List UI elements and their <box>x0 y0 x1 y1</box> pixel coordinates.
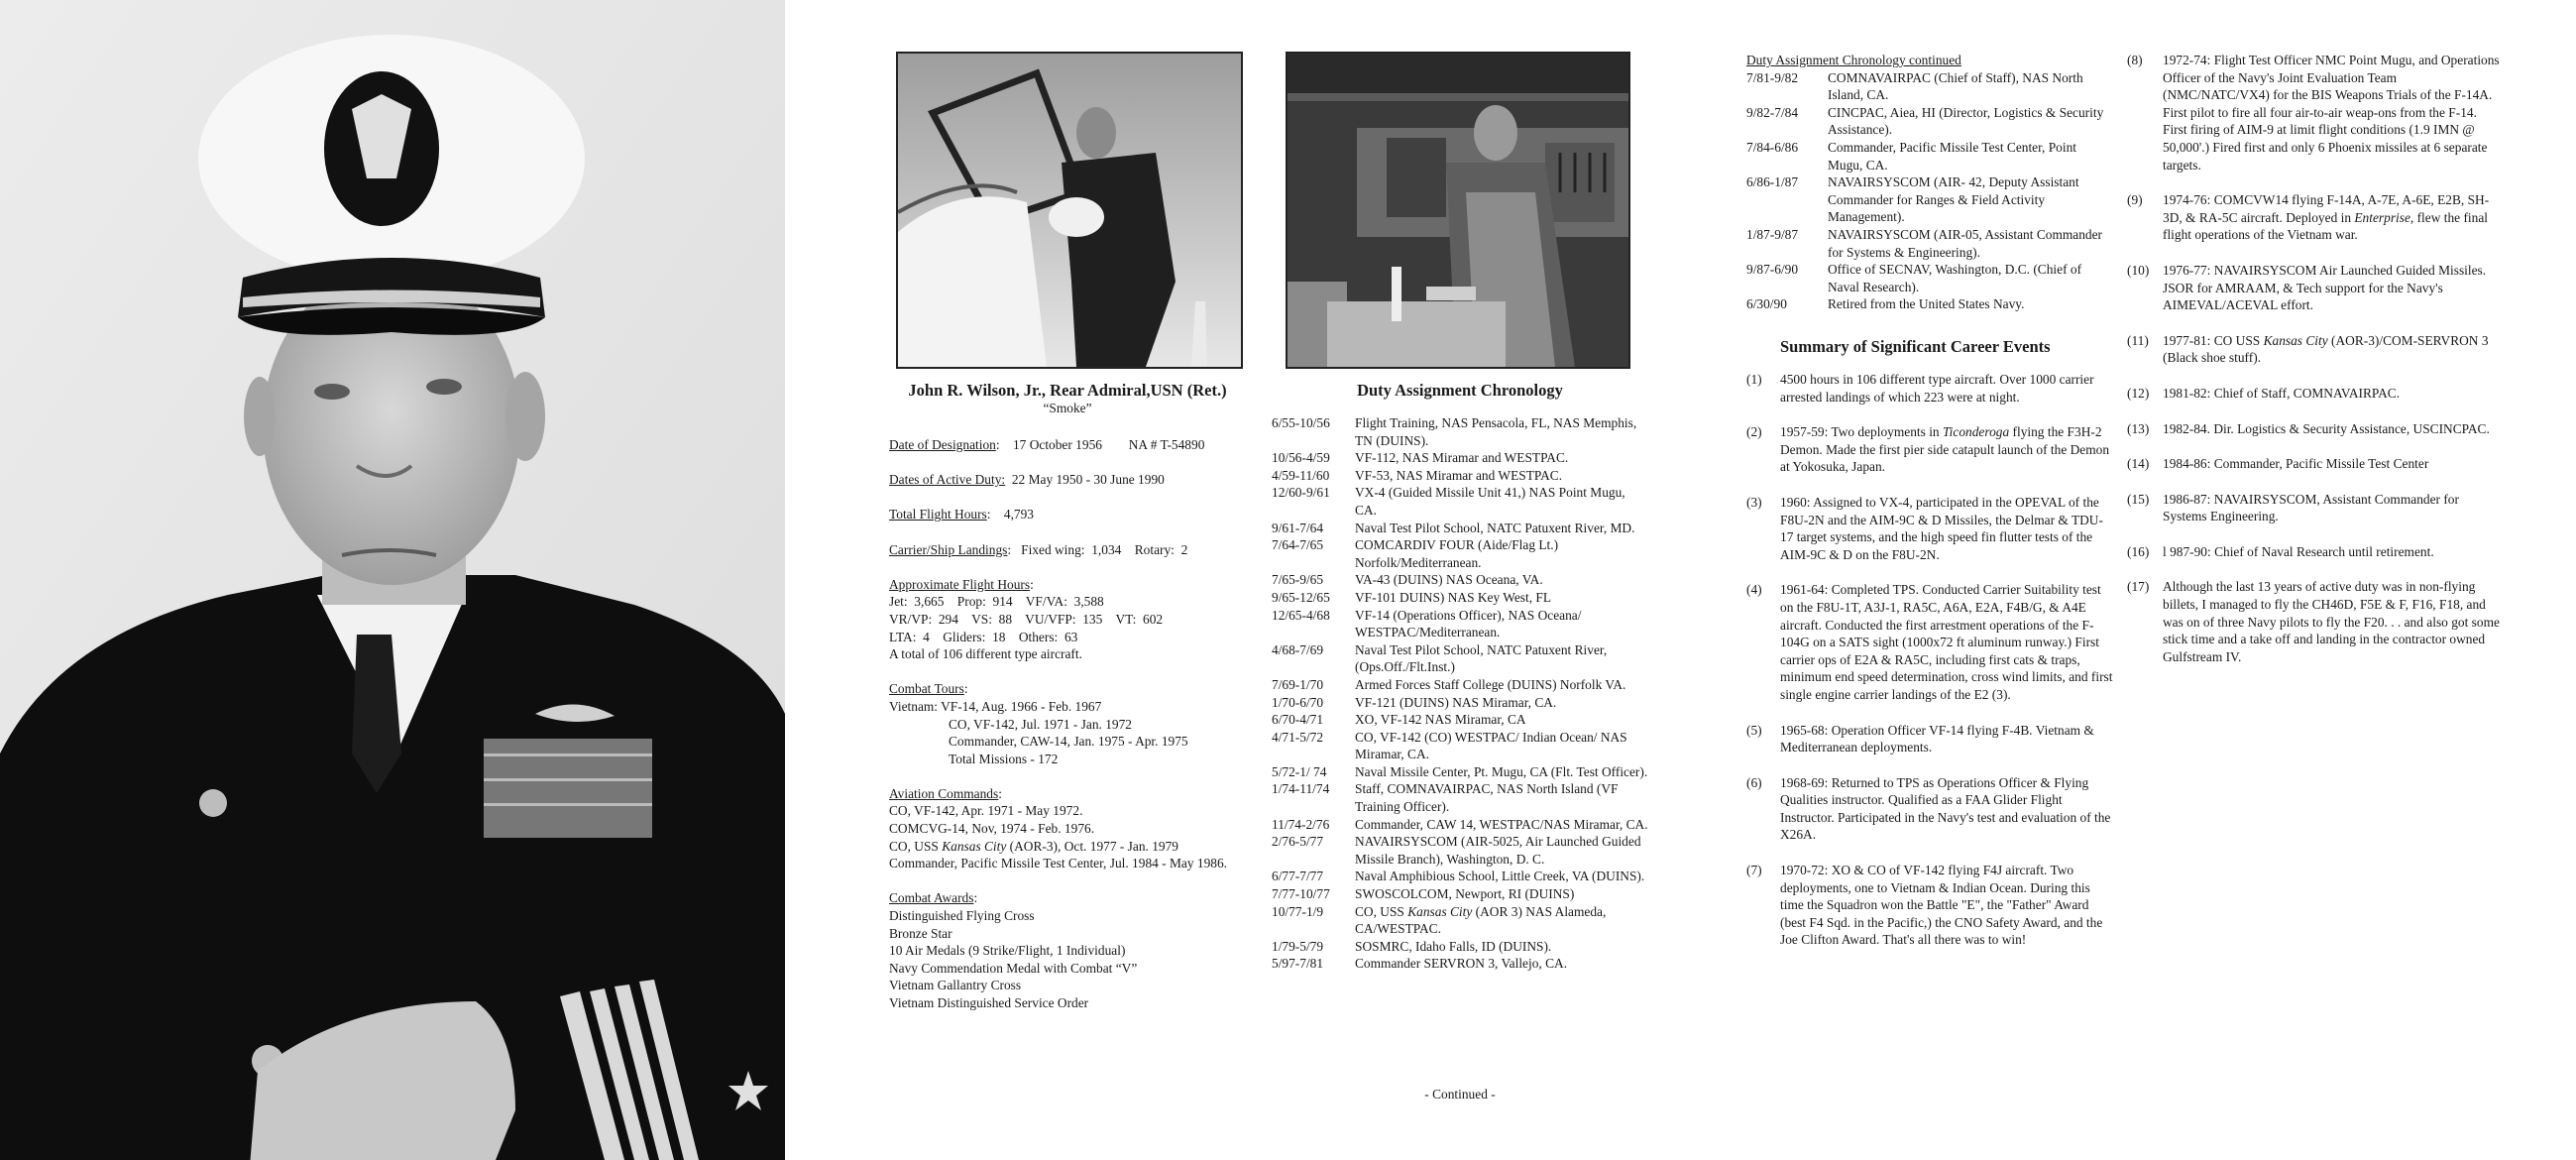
aviation-command-line: Commander, Pacific Missile Test Center, Jul. 1984 - May 1986. <box>889 856 1228 871</box>
summary-event <box>2127 578 2504 665</box>
person-name: John R. Wilson, Jr., Rear Admiral,USN (Ret.) <box>908 381 1227 400</box>
award-item: Vietnam Gallantry Cross <box>889 978 1022 993</box>
chronology-date: 1/79-5/79 <box>1272 938 1324 954</box>
chronology-row <box>1272 571 1648 589</box>
chronology-rows-after <box>1272 938 1648 973</box>
chronology-date: 11/74-2/76 <box>1272 816 1330 832</box>
chronology-date: 10/56-4/59 <box>1272 450 1330 466</box>
person-nickname: “Smoke” <box>1043 401 1092 415</box>
ship-name: Kansas City <box>942 838 1007 854</box>
chronology-text: CINCPAC, Aiea, HI (Director, Logistics & Security Assistance). <box>1828 104 2104 138</box>
event-number: (10) <box>2127 262 2150 278</box>
event-number: (17) <box>2127 579 2150 595</box>
chronology-text: VX-4 (Guided Missile Unit 41,) NAS Point Mugu, CA. <box>1355 485 1625 518</box>
award-item: Bronze Star <box>889 925 952 941</box>
photo-pilot-on-aircraft <box>896 52 1243 369</box>
landings-label: Carrier/Ship Landings <box>889 541 1008 557</box>
chronology-text: VF-14 (Operations Officer), NAS Oceana/ WESTPAC/Mediterranean. <box>1355 607 1582 640</box>
chronology-row <box>1272 955 1648 973</box>
chronology-text: Commander SERVRON 3, Vallejo, CA. <box>1355 956 1568 972</box>
event-text: 1968-69: Returned to TPS as Operations Officer & Flying Qualities instructor. Qualified as a FAA Glider Flight Instructor. Participated in the Navy's test and evaluation of the X26A. <box>1780 774 2111 843</box>
approx-hours-label: Approximate Flight Hours <box>889 576 1031 592</box>
text-segment: (AOR-3)/COM-SERVRON 3 (Black shoe stuff). <box>2163 332 2489 366</box>
summary-event <box>2127 491 2504 525</box>
chronology-date: 7/69-1/70 <box>1272 676 1324 692</box>
chronology-text: Naval Amphibious School, Little Creek, VA (DUINS). <box>1355 869 1645 884</box>
chronology-text: VF-112, NAS Miramar and WESTPAC. <box>1355 450 1569 466</box>
chronology-date: 7/64-7/65 <box>1272 537 1324 553</box>
chronology-date: 1/70-6/70 <box>1272 694 1324 710</box>
chronology-text: Staff, COMNAVAIRPAC, NAS North Island (VF Training Officer). <box>1355 781 1619 815</box>
chronology-row <box>1746 69 2113 104</box>
chronology-text <box>1355 903 1648 938</box>
chronology-row <box>1272 903 1648 938</box>
summary-event <box>1746 494 2113 563</box>
text-segment: (AOR-3), Oct. 1977 - Jan. 1979 <box>1006 838 1179 854</box>
chronology-row <box>1272 641 1648 676</box>
chronology-text: Commander, Pacific Missile Test Center, Point Mugu, CA. <box>1828 139 2077 173</box>
chronology-row <box>1272 694 1648 712</box>
summary-event <box>2127 543 2504 561</box>
chronology-text: CO, VF-142 (CO) WESTPAC/ Indian Ocean/ NAS Miramar, CA. <box>1355 729 1627 762</box>
chronology-row <box>1272 816 1648 834</box>
ship-name: Kansas City <box>1407 903 1473 919</box>
award-item: Vietnam Distinguished Service Order <box>889 995 1089 1010</box>
approx-hours-line: Jet: 3,665 Prop: 914 VF/VA: 3,588 <box>889 594 1104 610</box>
summary-events-part2 <box>2127 52 2504 665</box>
chronology-row <box>1746 139 2113 174</box>
combat-tour-line: Vietnam: VF-14, Aug. 1966 - Feb. 1967 <box>889 698 1102 714</box>
chronology-text: Naval Test Pilot School, NATC Patuxent River, MD. <box>1355 520 1635 535</box>
event-number: (11) <box>2127 332 2149 348</box>
event-number: (8) <box>2127 53 2143 67</box>
chronology-date: 12/65-4/68 <box>1272 607 1330 623</box>
text-segment: 1957-59: Two deployments in <box>1780 424 1943 440</box>
chronology-row <box>1272 467 1648 485</box>
summary-title: Summary of Significant Career Events <box>1780 337 2051 356</box>
portrait-photo <box>0 0 785 1160</box>
chronology-date: 6/77-7/77 <box>1272 869 1324 884</box>
combat-tour-line: Total Missions - 172 <box>949 751 1059 766</box>
chronology-date: 4/71-5/72 <box>1272 729 1324 745</box>
chronology-row <box>1272 414 1648 449</box>
aviation-command-line: COMCVG-14, Nov, 1974 - Feb. 1976. <box>889 821 1095 837</box>
event-number: (15) <box>2127 491 2150 507</box>
chronology-date: 6/30/90 <box>1746 296 1787 312</box>
chronology-continued-rows <box>1746 69 2113 313</box>
chronology-text: Naval Test Pilot School, NATC Patuxent River, (Ops.Off./Flt.Inst.) <box>1355 641 1608 675</box>
aviation-commands-label: Aviation Commands <box>889 785 999 801</box>
chronology-date: 6/55-10/56 <box>1272 415 1330 430</box>
text-segment: 1974-76: COMCVW14 flying F-14A, A-7E, A-6E, E2B, SH-3D, & RA-5C aircraft. Deployed in <box>2163 192 2490 225</box>
chronology-date: 9/65-12/65 <box>1272 589 1330 605</box>
chronology-row <box>1746 295 2113 313</box>
approx-hours-heading: Approximate Flight Hours: <box>889 576 1034 592</box>
chronology-date: 6/86-1/87 <box>1746 174 1799 190</box>
text-segment: flying the F3H-2 Demon. Made the first pier side catapult launch of the Demon at Yokosuka, Japan. <box>1780 424 2110 475</box>
aviation-command-line <box>889 838 1246 856</box>
event-number: (9) <box>2127 192 2143 208</box>
chronology-row <box>1746 261 2113 295</box>
chronology-date: 4/59-11/60 <box>1272 467 1330 483</box>
event-number: (16) <box>2127 543 2150 559</box>
combat-tour-line: CO, VF-142, Jul. 1971 - Jan. 1972 <box>949 716 1132 732</box>
chronology-row <box>1272 780 1648 815</box>
event-text: 1981-82: Chief of Staff, COMNAVAIRPAC. <box>2163 385 2401 401</box>
chronology-text: Retired from the United States Navy. <box>1828 296 2025 312</box>
event-text: Although the last 13 years of active duty was in non-flying billets, I managed to fly the CH46D, F5E & F, F16, F18, and was on of three Navy pilots to fly the F20. . . and also got some stick time and a take off and landing in the contractor owned Gulfstream IV. <box>2163 579 2500 664</box>
chronology-text: VF-121 (DUINS) NAS Miramar, CA. <box>1355 694 1557 710</box>
career-summary <box>1746 337 2113 967</box>
italic-name: Ticonderoga <box>1942 424 2010 440</box>
naval-aviator-number: NA # T-54890 <box>1128 437 1205 452</box>
aviation-commands-heading: Aviation Commands: <box>889 785 1002 801</box>
chronology-row <box>1272 484 1648 519</box>
chronology-row <box>1746 174 2113 226</box>
active-duty-label: Dates of Active Duty: <box>889 472 1006 488</box>
event-number: (1) <box>1746 372 1762 387</box>
bio-section <box>889 381 1246 1012</box>
chronology-text: Naval Missile Center, Pt. Mugu, CA (Flt. Test Officer). <box>1355 763 1648 779</box>
italic-name: Enterprise <box>2354 209 2410 225</box>
chronology-date: 5/97-7/81 <box>1272 956 1324 972</box>
chronology-text: SWOSCOLCOM, Newport, RI (DUINS) <box>1355 886 1575 902</box>
chronology-title: Duty Assignment Chronology <box>1357 381 1563 400</box>
chronology-row <box>1272 536 1648 571</box>
event-text <box>1780 423 2113 476</box>
event-number: (2) <box>1746 424 1762 440</box>
event-text: 1961-64: Completed TPS. Conducted Carrier Suitability test on the F8U-1T, A3J-1, RA5C, A6A, E2A, F4B/G, & A4E aircraft. Conducted the first arrestment operations of the F-104G on a SATS sight (1000x72 ft aluminum runway.) First carrier ops of E2A & RA5C, including first cats & traps, minimum end speed determination, cross wind limits, and first single engine carrier landings of the E2 (3). <box>1780 582 2113 702</box>
event-text: 1972-74: Flight Test Officer NMC Point Mugu, and Operations Officer of the Navy's Joint Evaluation Team (NMC/NATC/VX4) for the BIS Weapons Trials of the F-14A. First pilot to fire all four air-to-air weap-ons from the F-14. First firing of AIM-9 at limit flight conditions (1.9 IMN @ 50,000'.) Fired first and only 6 Phoenix missiles at 6 separate targets. <box>2163 53 2500 173</box>
chronology-text: NAVAIRSYSCOM (AIR-05, Assistant Commander for Systems & Engineering). <box>1828 226 2103 260</box>
total-hours-label: Total Flight Hours <box>889 507 987 522</box>
event-text: 1976-77: NAVAIRSYSCOM Air Launched Guided Missiles. JSOR for AMRAAM, & Tech support for the Navy's AIMEVAL/ACEVAL effort. <box>2163 262 2487 313</box>
summary-event <box>1746 722 2113 756</box>
approx-hours-line: VR/VP: 294 VS: 88 VU/VFP: 135 VT: 602 <box>889 611 1164 627</box>
chronology-date: 1/87-9/87 <box>1746 226 1799 242</box>
chronology-row <box>1272 868 1648 885</box>
summary-event <box>2127 262 2504 314</box>
designation-line: Date of Designation: 17 October 1956 NA # T-54890 <box>889 437 1205 452</box>
designation-value: 17 October 1956 <box>1012 437 1102 452</box>
chronology-date: 7/81-9/82 <box>1746 69 1799 85</box>
event-text <box>2163 191 2504 244</box>
event-text: 1970-72: XO & CO of VF-142 flying F4J aircraft. Two deployments, one to Vietnam & Indian Ocean. During this time the Squadron won the Battle "E", the "Father" Award (best F4 Sqd. in the Pacific,) the CNO Safety Award, and the Joe Clifton Award. That's all there was to win! <box>1780 863 2103 948</box>
duty-chronology <box>1272 381 1648 973</box>
total-hours-value: 4,793 <box>1003 507 1035 522</box>
chronology-text: COMCARDIV FOUR (Aide/Flag Lt.) Norfolk/Mediterranean. <box>1355 537 1559 570</box>
career-summary-continued <box>2127 52 2504 683</box>
chronology-date: 9/61-7/64 <box>1272 520 1324 535</box>
event-number: (4) <box>1746 582 1762 598</box>
event-text: 1960: Assigned to VX-4, participated in the OPEVAL of the F8U-2N and the AIM-9C & D Missiles, the Delmar & TDU- 17 target systems, and the high speed fin flutter tests of the AIM-9C & D on the F8U-2N. <box>1780 494 2103 562</box>
landings-line: Carrier/Ship Landings: Fixed wing: 1,034 Rotary: 2 <box>889 541 1188 557</box>
summary-events-part1 <box>1746 371 2113 949</box>
duty-chronology-continued <box>1746 52 2113 313</box>
chronology-row <box>1746 226 2113 261</box>
summary-event <box>1746 581 2113 703</box>
chronology-row <box>1272 449 1648 467</box>
chronology-row <box>1272 520 1648 537</box>
chronology-row <box>1272 938 1648 956</box>
chronology-text: Armed Forces Staff College (DUINS) Norfolk VA. <box>1355 676 1626 692</box>
chronology-text: SOSMRC, Idaho Falls, ID (DUINS). <box>1355 938 1552 954</box>
text-segment: 1977-81: CO USS <box>2163 332 2264 348</box>
active-duty-line <box>889 471 1246 489</box>
event-text: l 987-90: Chief of Naval Research until retirement. <box>2163 543 2434 559</box>
summary-event <box>2127 52 2504 174</box>
event-number: (12) <box>2127 385 2150 401</box>
continued-note: - Continued - <box>1424 1087 1496 1102</box>
combat-awards-label: Combat Awards <box>889 890 974 906</box>
chronology-text: VF-53, NAS Miramar and WESTPAC. <box>1355 467 1563 483</box>
chronology-date: 7/77-10/77 <box>1272 886 1330 902</box>
summary-event <box>2127 332 2504 367</box>
award-item: 10 Air Medals (9 Strike/Flight, 1 Individual) <box>889 943 1126 959</box>
event-number: (14) <box>2127 456 2150 472</box>
chronology-row <box>1746 104 2113 139</box>
chronology-date: 5/72-1/ 74 <box>1272 763 1327 779</box>
chronology-row <box>1272 607 1648 641</box>
award-item: Navy Commendation Medal with Combat “V” <box>889 960 1138 976</box>
chronology-date: 12/60-9/61 <box>1272 485 1330 501</box>
event-number: (3) <box>1746 494 1762 510</box>
chronology-text: COMNAVAIRPAC (Chief of Staff), NAS North Island, CA. <box>1828 69 2083 103</box>
chronology-row <box>1272 711 1648 729</box>
chronology-date: 7/65-9/65 <box>1272 572 1324 588</box>
combat-tours-label: Combat Tours <box>889 681 964 697</box>
aviation-command-line: CO, VF-142, Apr. 1971 - May 1972. <box>889 803 1083 819</box>
italic-name: Kansas City <box>2263 332 2328 348</box>
summary-event <box>2127 455 2504 473</box>
event-number: (13) <box>2127 420 2150 436</box>
chronology-text: VF-101 DUINS) NAS Key West, FL <box>1355 589 1552 605</box>
approx-hours-line: LTA: 4 Gliders: 18 Others: 63 <box>889 629 1078 644</box>
chronology-date: 9/87-6/90 <box>1746 262 1799 278</box>
chronology-continued-title: Duty Assignment Chronology continued <box>1746 53 1961 67</box>
event-text: 4500 hours in 106 different type aircraft. Over 1000 carrier arrested landings of which 223 were at night. <box>1780 372 2094 405</box>
chronology-text: XO, VF-142 NAS Miramar, CA <box>1355 712 1526 728</box>
chronology-row <box>1272 589 1648 607</box>
event-text: 1965-68: Operation Officer VF-14 flying F-4B. Vietnam & Mediterranean deployments. <box>1780 722 2094 755</box>
chronology-date: 4/68-7/69 <box>1272 641 1324 657</box>
chronology-row <box>1272 763 1648 781</box>
active-duty-value: 22 May 1950 - 30 June 1990 <box>1011 472 1165 488</box>
chronology-text: Office of SECNAV, Washington, D.C. (Chief of Naval Research). <box>1828 262 2082 294</box>
summary-event <box>1746 774 2113 844</box>
event-number: (6) <box>1746 774 1762 790</box>
chronology-row <box>1272 833 1648 868</box>
summary-event <box>1746 423 2113 476</box>
approx-hours-line: A total of 106 different type aircraft. <box>889 646 1082 662</box>
chronology-date: 10/77-1/9 <box>1272 903 1324 919</box>
event-text: 1982-84. Dir. Logistics & Security Assistance, USCINCPAC. <box>2163 420 2490 436</box>
text-segment: CO, USS <box>889 838 943 854</box>
summary-event <box>2127 385 2504 403</box>
chronology-date: 7/84-6/86 <box>1746 139 1799 155</box>
chronology-text: NAVAIRSYSCOM (AIR-5025, Air Launched Guided Missile Branch), Washington, D. C. <box>1355 834 1641 867</box>
summary-event <box>1746 862 2113 949</box>
text-segment: CO, USS <box>1355 903 1408 919</box>
chronology-date: 6/70-4/71 <box>1272 712 1324 728</box>
combat-tour-line: Commander, CAW-14, Jan. 1975 - Apr. 1975 <box>949 734 1188 750</box>
chronology-date: 2/76-5/77 <box>1272 834 1324 850</box>
chronology-rows <box>1272 414 1648 903</box>
chronology-row <box>1272 676 1648 694</box>
summary-event <box>1746 371 2113 406</box>
event-text <box>2163 332 2504 367</box>
award-item: Distinguished Flying Cross <box>889 908 1035 924</box>
photo-workshop <box>1286 52 1630 369</box>
summary-event <box>2127 420 2504 438</box>
chronology-row <box>1272 885 1648 903</box>
event-number: (7) <box>1746 863 1762 878</box>
combat-tours-heading: Combat Tours: <box>889 681 968 697</box>
combat-awards-heading: Combat Awards: <box>889 890 978 906</box>
chronology-date: 1/74-11/74 <box>1272 781 1330 797</box>
landings-value: Fixed wing: 1,034 Rotary: 2 <box>1021 541 1188 557</box>
event-text: 1984-86: Commander, Pacific Missile Test Center <box>2163 456 2429 472</box>
text-segment: , flew the final flight operations of the Vietnam war. <box>2163 209 2488 243</box>
event-text: 1986-87: NAVAIRSYSCOM, Assistant Commander for Systems Engineering. <box>2163 491 2459 524</box>
total-hours-line: Total Flight Hours: 4,793 <box>889 507 1035 522</box>
chronology-text: VA-43 (DUINS) NAS Oceana, VA. <box>1355 572 1543 588</box>
event-number: (5) <box>1746 722 1762 738</box>
chronology-text: Flight Training, NAS Pensacola, FL, NAS Memphis, TN (DUINS). <box>1355 415 1637 448</box>
chronology-row <box>1272 729 1648 763</box>
text-segment: (AOR 3) NAS Alameda, CA/WESTPAC. <box>1355 903 1607 937</box>
designation-label: Date of Designation <box>889 437 996 452</box>
chronology-text: Commander, CAW 14, WESTPAC/NAS Miramar, CA. <box>1355 816 1648 832</box>
chronology-date: 9/82-7/84 <box>1746 104 1799 120</box>
chronology-text: NAVAIRSYSCOM (AIR- 42, Deputy Assistant Commander for Ranges & Field Activity Management). <box>1828 174 2079 225</box>
summary-event <box>2127 191 2504 244</box>
